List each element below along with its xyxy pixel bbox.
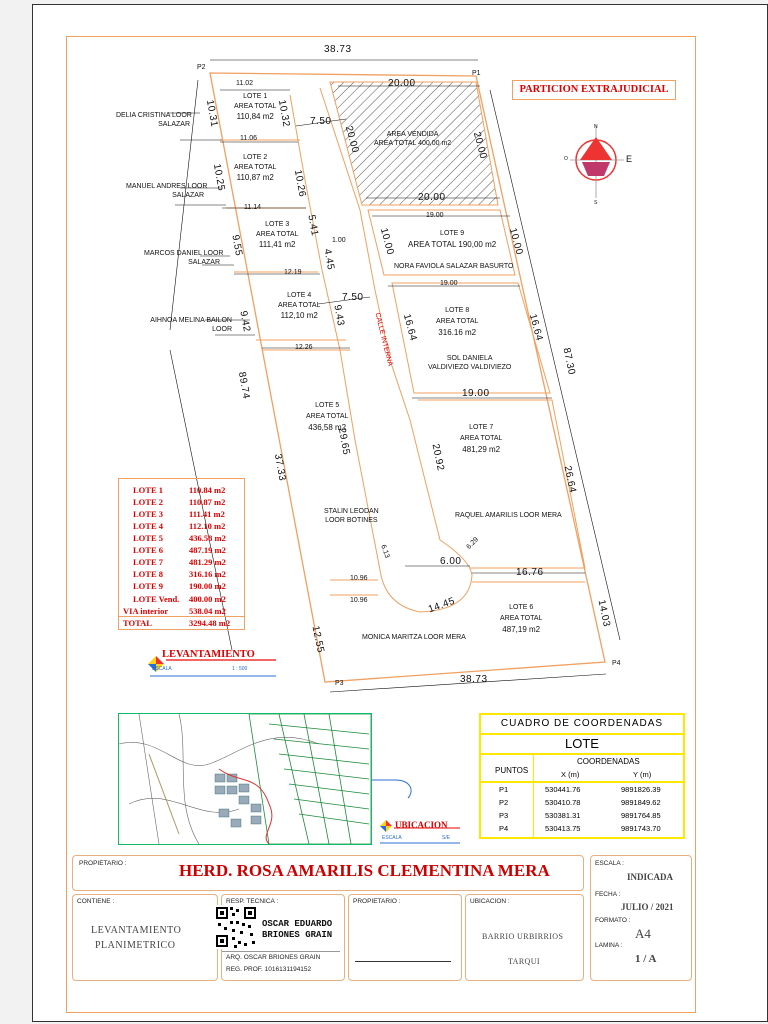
lot1-name: LOTE 1 [243,93,268,100]
dim-l5-1096a: 10.96 [350,575,368,582]
sheet-info-box [590,855,692,981]
dim-curve-613: 6.13 [379,543,391,560]
dim-l2-l3: 11.14 [244,204,261,211]
lot3-label: AREA TOTAL [256,231,299,238]
owner-lot9: NORA FAVIOLA SALAZAR BASURTO [394,263,514,270]
dim-l7-1676: 16.76 [516,567,544,578]
row-p1-x: 530441.76 [545,785,581,794]
contents-line2: PLANIMETRICO [95,940,176,951]
point-p3: P3 [335,680,344,687]
owner-lot3: MARCOS DANIEL LOOR SALAZAR [144,250,224,266]
col-points: PUNTOS [495,766,529,775]
dim-right-total: 87.30 [560,346,578,377]
dim-right-1403: 14.03 [595,598,613,629]
sold-area-block [374,130,451,148]
contents-caption: CONTIENE : [77,898,115,905]
responsible-line1: OSCAR EDUARDO [262,919,333,929]
lot3-name: LOTE 3 [265,221,290,228]
dim-sold-right: 20.00 [470,130,489,161]
format-value: A4 [635,926,651,941]
compass-n: N [594,124,598,130]
dim-left-3: 9.55 [229,233,245,258]
responsible-registry: REG. PROF. 1016131194152 [226,966,312,973]
date-value: JULIO / 2021 [621,902,674,912]
dim-l5-1096b: 10.96 [350,597,368,604]
owner-name: HERD. ROSA AMARILIS CLEMENTINA MERA [179,861,550,880]
responsible-line2: BRIONES GRAIN [262,930,333,940]
lot7-name: LOTE 7 [469,424,494,431]
row-p3-y: 9891764.85 [621,811,661,820]
dim-sold-bottom: 20.00 [418,192,446,203]
sheet-caption: LAMINA : [595,942,623,949]
dim-left-total: 89.74 [235,370,252,401]
row-p2-x: 530410.78 [545,798,581,807]
point-p2: P2 [197,64,206,71]
lot7-area: 481,29 m2 [462,445,501,454]
responsible-box [221,894,345,981]
compass-rose [570,125,624,198]
lot5-block [306,400,348,433]
row-p4-y: 9891743.70 [621,824,661,833]
partition-title: PARTICION EXTRAJUDICIAL [512,80,676,100]
col-y: Y (m) [633,770,652,779]
lot3-area: 111,41 m2 [258,240,296,249]
dim-road-top: 7.50 [310,116,332,127]
contents-line1: LEVANTAMIENTO [91,925,182,936]
owner-lot6: MONICA MARITZA LOOR MERA [362,634,466,641]
dim-l1-right: 10.32 [275,98,292,129]
lot8-block [436,305,478,338]
dim-l7-right: 26.64 [561,464,579,495]
lot6-area: 487,19 m2 [502,625,541,634]
location-map-drawing [119,714,371,844]
date-caption: FECHA : [595,891,621,898]
row-p4-x: 530413.75 [545,824,581,833]
point-p1: P1 [472,70,481,77]
row-p3-point: P3 [499,811,509,820]
dim-l9-right: 10.00 [506,226,525,257]
dim-l9-top: 19.00 [426,212,444,219]
lot1-block [234,92,276,122]
dim-l2-right: 10.26 [291,168,308,199]
sold-area-total: AREA TOTAL 400,00 m2 [374,140,452,147]
dim-l9-bottom: 19.00 [440,280,458,287]
compass-s: S [594,200,598,206]
lot8-area: 316.16 m2 [438,328,477,337]
dim-sold-left: 20.00 [342,124,361,155]
dim-l5-road: 29.65 [335,426,352,457]
owner-lot5: STALIN LEODAN LOOR BOTINES [324,508,379,524]
qr-code [214,905,258,949]
dim-l3-445: 4.45 [321,247,337,272]
lot7-label: AREA TOTAL [460,435,503,442]
owner-lot4: AIHNOA MELINA BAILON LOOR [150,317,232,333]
row-p1-y: 9891826.39 [621,785,661,794]
dim-road-mid: 7.50 [342,292,364,303]
levantamiento-escala: ESCALA [152,666,172,672]
owner2-box [348,894,462,981]
compass-e: E [626,154,633,164]
dim-l3-l4: 12.19 [284,269,302,276]
lot8-label: AREA TOTAL [436,318,479,325]
dim-left-5: 37.33 [271,452,288,483]
coordinates-subtitle: LOTE [481,735,683,755]
ubicacion-title: UBICACION [395,820,448,830]
location-line1: BARRIO URBIRRIOS [482,932,564,941]
dim-sold-top: 20.00 [388,78,416,89]
owner2-caption: PROPIETARIO : [353,898,401,905]
col-coords: COORDENADAS [577,757,640,766]
row-p2-point: P2 [499,798,509,807]
lot1-label: AREA TOTAL [234,103,277,110]
lot4-block [278,291,320,321]
row-p3-x: 530381.31 [545,811,581,820]
coordinates-title: CUADRO DE COORDENADAS [481,715,683,735]
location-caption: UBICACION : [470,898,510,905]
compass-o: O [564,156,568,162]
responsible-caption: RESP. TECNICA : [226,898,279,905]
coordinates-table [479,713,685,839]
lot5-name: LOTE 5 [315,402,340,409]
dim-l1-l2: 11.06 [240,135,257,142]
format-caption: FORMATO : [595,917,631,924]
lot4-name: LOTE 4 [287,292,312,299]
dim-l3-right: 5.41 [305,213,321,238]
dim-curve-1445: 14.45 [426,595,457,616]
dim-l8-left: 16.64 [400,312,419,343]
lot1-area: 110,84 m2 [236,112,274,121]
dim-top: 38.73 [324,44,352,55]
owner-lot2: MANUEL ANDRES LOOR SALAZAR [126,183,208,199]
row-p2-y: 9891849.62 [621,798,661,807]
lot2-label: AREA TOTAL [234,164,277,171]
lot6-label: AREA TOTAL [500,615,543,622]
lot6-block [500,602,542,635]
dim-left-1255: 12.55 [309,624,327,655]
ubicacion-escala: ESCALA [382,835,402,841]
lot2-block [234,153,276,183]
lot5-area: 436,58 m2 [308,423,347,432]
lot4-area: 112,10 m2 [280,311,318,320]
row-p4-point: P4 [499,824,509,833]
dim-l7-600: 6.00 [440,556,462,567]
lot4-label: AREA TOTAL [278,302,321,309]
dim-curve-629: 6.29 [465,536,481,551]
owner-caption: PROPIETARIO : [79,860,127,867]
lot8-name: LOTE 8 [445,307,470,314]
dim-l3-1: 1.00 [332,237,346,244]
location-map [118,713,372,845]
sheet-value: 1 / A [635,953,657,965]
owner-box [72,855,584,891]
dim-left-1: 10.31 [203,98,220,129]
ubicacion-scale: S/E [442,835,451,841]
area-summary-table: LOTE 1 110.84 m2 LOTE 2 110.87 m2 LOTE 3 111.41 m2 LOTE 4 112.10 m2 LOTE 5 436.58 m2 LOTE 6 487.19 m2 LOTE 7 481.29 m2 LOTE 8 316.16 m2 LOTE 9 190.00 m2 LOTE Vend. 400.00 m2 VIA interior 538.04 m2 TOTAL 3294.48 m2 [118,478,245,630]
dim-p2: 11.02 [236,80,253,87]
lot2-area: 110,87 m2 [236,173,274,182]
lot9-label-area: AREA TOTAL 190,00 m2 [408,240,497,249]
lot5-label: AREA TOTAL [306,413,349,420]
dim-bottom: 38.73 [460,674,488,685]
dim-l4-right: 9.43 [331,303,347,328]
dim-l4-l5: 12.26 [295,344,313,351]
lot3-block [256,220,298,250]
levantamiento-scale: 1 : 500 [232,666,248,672]
lot2-name: LOTE 2 [243,154,268,161]
scale-value: INDICADA [627,872,674,882]
dim-l9-left: 10.00 [377,226,396,257]
location-line2: TARQUI [508,957,540,966]
lot9-name: LOTE 9 [440,230,465,237]
levantamiento-title: LEVANTAMIENTO [162,649,255,660]
dim-l8-right: 16.64 [526,312,545,343]
contents-box [72,894,218,981]
point-p4: P4 [612,660,621,667]
col-x: X (m) [561,770,580,779]
scale-caption: ESCALA : [595,860,624,867]
lot7-block [460,422,502,455]
owner-lot8: SOL DANIELA VALDIVIEZO VALDIVIEZO [428,355,512,371]
dim-left-4: 9.42 [237,309,253,334]
lot9-block [408,228,496,250]
row-p1-point: P1 [499,785,509,794]
location-box [465,894,584,981]
responsible-architect: ARQ. OSCAR BRIONES GRAIN [226,954,321,961]
road-label: CALLE INTERNA [373,312,394,367]
dim-l8-bottom: 19.00 [462,388,490,399]
sold-area-name: AREA VENDIDA [386,131,439,138]
owner-lot1: DELIA CRISTINA LOOR SALAZAR [116,112,192,128]
dim-left-2: 10.25 [210,162,227,193]
dim-l7-left: 20.92 [429,442,447,473]
owner-lot7: RAQUEL AMARILIS LOOR MERA [455,512,562,519]
lot6-name: LOTE 6 [509,604,534,611]
